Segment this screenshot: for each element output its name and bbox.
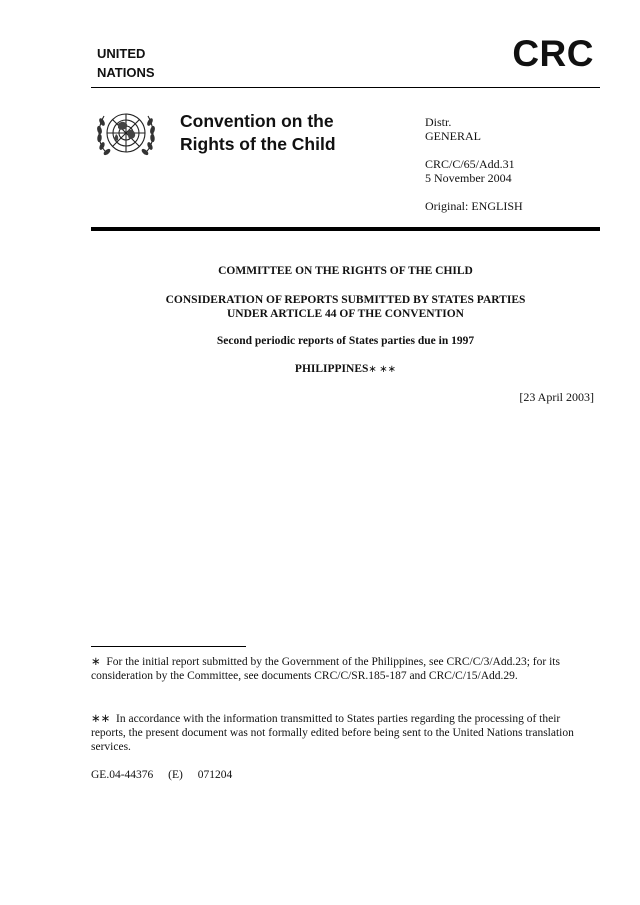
job-language: (E)	[168, 769, 183, 781]
footnote-2	[91, 712, 591, 754]
distr-general: GENERAL	[425, 129, 481, 143]
title-divider	[91, 227, 600, 231]
document-code: CRC	[512, 33, 594, 74]
report-date: [23 April 2003]	[519, 390, 594, 404]
distr-label: Distr.	[425, 115, 452, 129]
job-number: GE.04-44376	[91, 769, 154, 781]
org-line-2: NATIONS	[97, 65, 155, 80]
footnote-1	[91, 655, 591, 683]
original-language: Original: ENGLISH	[425, 199, 523, 213]
consideration-heading	[91, 293, 600, 321]
footnote-marks[interactable]: ∗ ∗∗	[368, 364, 397, 375]
document-symbol: CRC/C/65/Add.31	[425, 157, 515, 171]
footnote-divider	[91, 646, 246, 647]
footnote-2-mark: ∗∗	[91, 713, 111, 725]
organization-name	[97, 44, 155, 82]
document-date: 5 November 2004	[425, 171, 512, 185]
consideration-line-1: CONSIDERATION OF REPORTS SUBMITTED BY STATES PARTIES	[165, 294, 526, 306]
convention-title	[180, 110, 336, 156]
periodic-reports-heading: Second periodic reports of States parties due in 1997	[216, 335, 475, 347]
country-heading	[91, 362, 600, 377]
convention-title-line-2: Rights of the Child	[180, 134, 336, 154]
convention-title-line-1: Convention on the	[180, 111, 334, 131]
footnote-1-mark: ∗	[91, 656, 101, 668]
committee-heading: COMMITTEE ON THE RIGHTS OF THE CHILD	[218, 265, 473, 277]
consideration-line-2: UNDER ARTICLE 44 OF THE CONVENTION	[227, 308, 464, 320]
job-code: 071204	[197, 769, 233, 781]
distribution-block	[425, 115, 523, 213]
un-emblem-icon	[94, 106, 158, 162]
country-name: PHILIPPINES	[294, 363, 369, 375]
footnote-2-text: In accordance with the information transmitted to States parties regarding the processing of their reports, the present document was not formally edited before being sent to the United Nations translation services.	[91, 713, 574, 753]
job-number-line	[91, 769, 244, 781]
footnote-1-text: For the initial report submitted by the Government of the Philippines, see CRC/C/3/Add.23; for its consideration by the Committee, see documents CRC/C/SR.185-187 and CRC/C/15/Add.29.	[91, 656, 560, 682]
header-divider	[91, 87, 600, 88]
org-line-1: UNITED	[97, 46, 146, 61]
